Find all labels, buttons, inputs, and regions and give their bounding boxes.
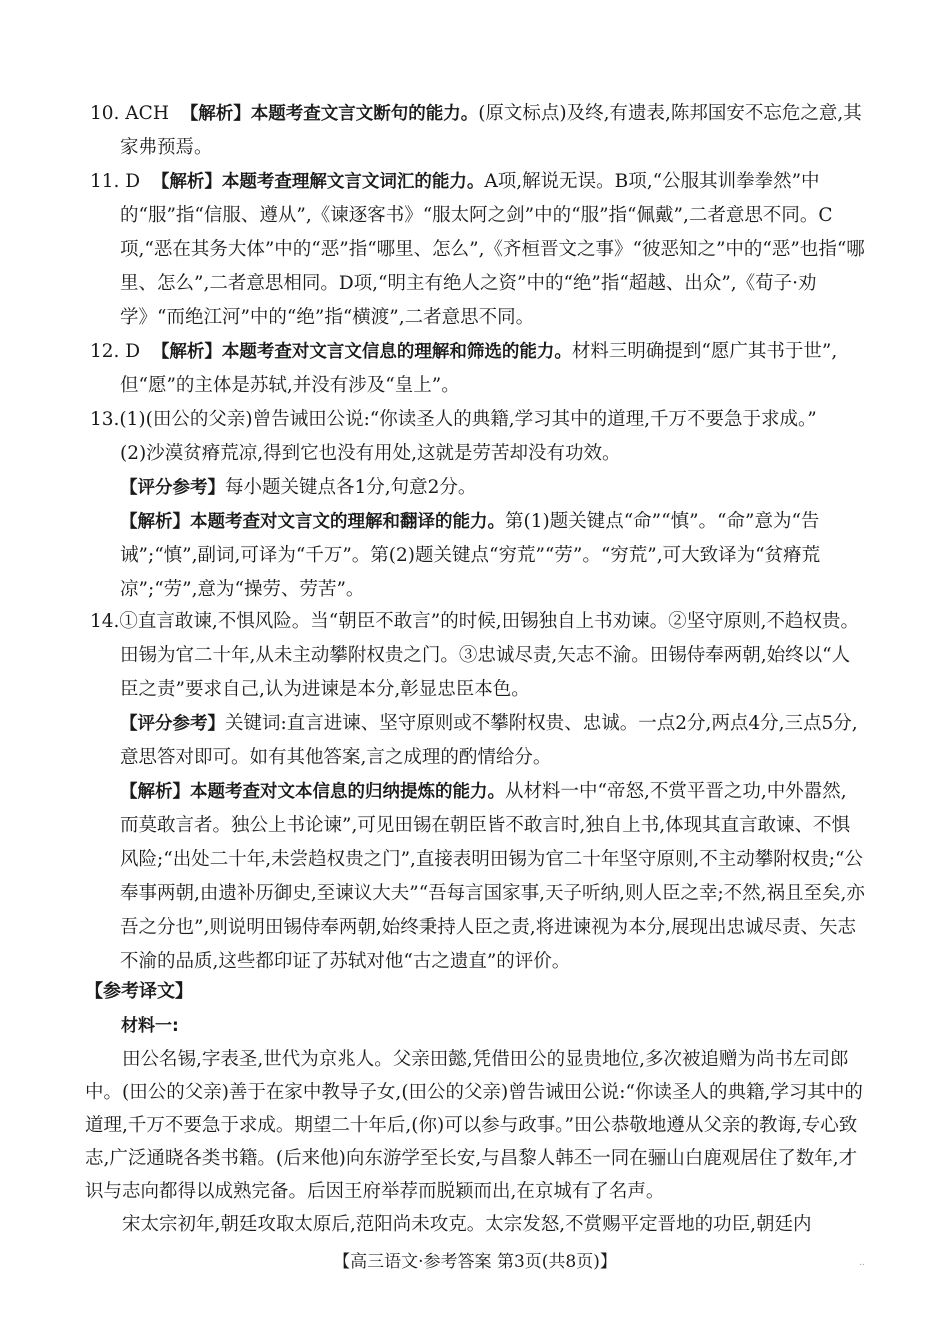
q13-analysis-lead: 本题考查对文言文的理解和翻译的能力。 [190,512,505,532]
q13-analysis-tag: 【解析】 [120,512,190,532]
question-11 [90,165,865,335]
q12-tag: 【解析】 [151,342,222,362]
translation-paragraph-1: 田公名锡,字表圣,世代为京兆人。父亲田懿,凭借田公的显贵地位,多次被追赠为尚书左司郎中。(田公的父亲)善于在家中教导子女,(田公的父亲)曾告诫田公说:“你读圣人的典籍,学习其中的道理,千万不要急于求成。期望二十年后,(你)可以参与政事。”田公恭敬地遵从父亲的教诲,专心致志,广泛通晓各类书籍。(后来他)向东游学至长安,与昌黎人韩丕一同在骊山白鹿观居住了数年,才识与志向都得以成熟完备。后因王府举荐而脱颖而出,在京城有了名声。 [85,1049,863,1202]
translation-paragraph-2: 宋太宗初年,朝廷攻取太原后,范阳尚未攻克。太宗发怒,不赏赐平定晋地的功臣,朝廷内 [122,1214,812,1235]
translation-heading: 【参考译文】 [85,981,193,1002]
q14-text: ①直言敢谏,不惧风险。当“朝臣不敢言”的时候,田锡独自上书劝谏。②坚守原则,不趋权贵。田锡为官二十年,从未主动攀附权贵之门。③忠诚尽责,矢志不渝。田锡侍奉两朝,始终以“人臣之责”要求自己,认为进谏是本分,彰显忠臣本色。 [119,611,859,700]
q14-score-text: 关键词:直言进谏、坚守原则或不攀附权贵、忠诚。一点2分,两点4分,三点5分,意思答对即可。如有其他答案,言之成理的酌情给分。 [120,713,858,768]
q13-score-text: 每小题关键点各1分,句意2分。 [225,477,477,498]
q10-tag: 【解析】 [180,104,251,124]
q13-answer-1: (1)(田公的父亲)曾告诫田公说:“你读圣人的典籍,学习其中的道理,千万不要急于求成。” [119,409,817,430]
q14-analysis-text: 从材料一中“帝怒,不赏平晋之功,中外嚣然,而莫敢言者。独公上书论谏”,可见田锡在朝臣皆不敢言时,独自上书,体现其直言敢谏、不惧风险;“出处二十年,未尝趋权贵之门”,直接表明田锡为官二十年坚守原则,不主动攀附权贵;“公奉事两朝,由遗补历御史,至谏议大夫”“吾每言国家事,天子听纳,则人臣之幸;不然,祸且至矣,亦吾之分也”,则说明田锡侍奉两朝,始终秉持人臣之责,将进谏视为本分,展现出忠诚尽责、矢志不渝的品质,这些都印证了苏轼对他“古之遗直”的评价。 [120,781,865,972]
q11-tag: 【解析】 [151,172,222,192]
q12-number: 12. D [90,341,141,362]
q10-text: (原文标点)及终,有遗表,陈邦国安不忘危之意,其家弗预焉。 [120,103,862,158]
q12-text: 材料三明确提到“愿广其书于世”,但“愿”的主体是苏轼,并没有涉及“皇上”。 [120,341,838,396]
q11-text: A项,解说无误。B项,“公服其训拳拳然”中的“服”指“信服、遵从”,《谏逐客书》“服太阿之剑”中的“服”指“佩戴”,二者意思不同。C项,“恶在其务大体”中的“恶”指“哪里、怎么”,《齐桓晋文之事》“彼恶知之”中的“恶”也指“哪里、怎么”,二者意思相同。D项,“明主有绝人之资”中的“绝”指“超越、出众”,《荀子·劝学》“而绝江河”中的“绝”指“横渡”,二者意思不同。 [120,171,865,328]
q13-score-tag: 【评分参考】 [120,478,225,498]
question-13 [90,403,865,607]
q14-analysis-tag: 【解析】 [120,782,190,802]
q13-answer-2: (2)沙漠贫瘠荒凉,得到它也没有用处,这就是劳苦却没有功效。 [120,443,621,464]
page-footer: 【高三语文·参考答案 第3页(共8页)】 [333,1252,617,1272]
q13-number: 13. [90,409,120,430]
translation-section [85,975,865,1241]
q12-lead: 本题考查对文言文信息的理解和筛选的能力。 [221,342,572,362]
question-14 [90,605,865,979]
q14-number: 14. [90,611,120,632]
footer-mark: .. [859,1258,865,1268]
q10-lead: 本题考查文言文断句的能力。 [250,104,479,124]
material-one-label: 材料一: [121,1016,179,1036]
q11-lead: 本题考查理解文言文词汇的能力。 [221,172,485,192]
q11-number: 11. D [90,171,141,192]
question-10 [90,97,865,165]
q14-score-tag: 【评分参考】 [120,714,225,734]
question-12 [90,335,865,403]
q14-analysis-lead: 本题考查对文本信息的归纳提炼的能力。 [190,782,505,802]
q13-analysis-text: 第(1)题关键点“命”“慎”。“命”意为“告诫”;“慎”,副词,可译为“千万”。第(2)题关键点“穷荒”“劳”。“穷荒”,可大致译为“贫瘠荒凉”;“劳”,意为“操劳、劳苦”。 [120,511,821,600]
q10-number: 10. ACH [90,103,169,124]
